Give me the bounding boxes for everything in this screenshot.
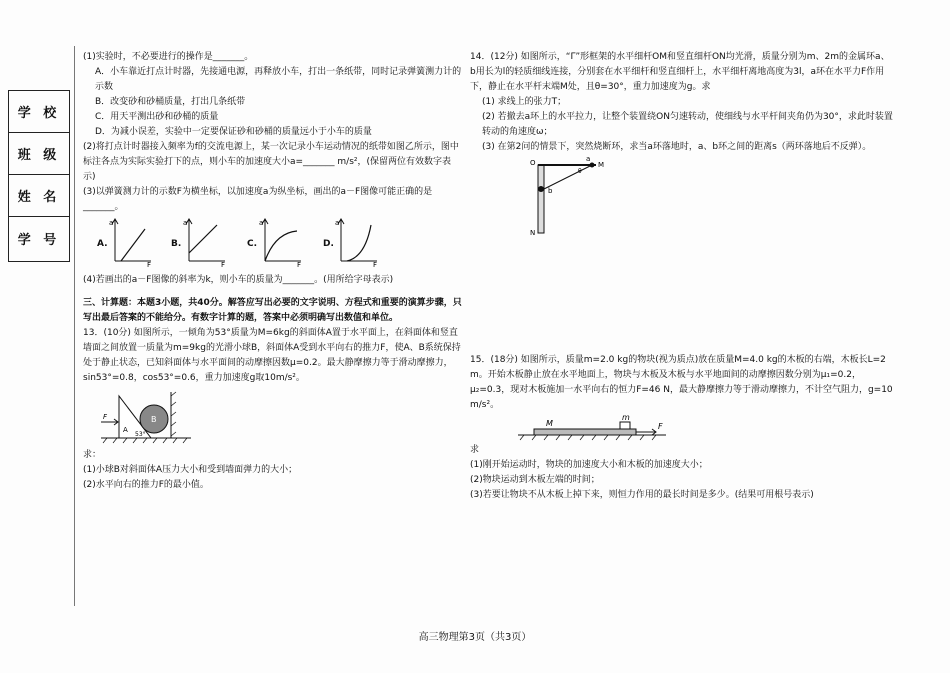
q13-figure	[83, 386, 463, 448]
label-angle-53: 53°	[135, 431, 146, 438]
graph-option-a	[97, 217, 157, 269]
graph-d-plot	[335, 217, 379, 267]
graph-label-c: C.	[247, 239, 258, 249]
svg-text:a: a	[259, 219, 264, 227]
left-column	[83, 50, 463, 493]
student-id-label: 学 号	[17, 232, 61, 248]
q14-part2: (2) 若撤去a环上的水平拉力，让整个装置绕ON匀速转动，使细线与水平杆间夹角仍为30°，求此时装置转动的角速度ω；	[482, 112, 893, 137]
q12-option-b: B．改变砂和砂桶质量，打出几条纸带	[95, 97, 246, 107]
student-info-box	[8, 90, 70, 262]
svg-text:a: a	[183, 219, 188, 227]
block-board-diagram	[516, 413, 676, 443]
right-column	[470, 50, 895, 503]
q12-option-d: D．为减小误差，实验中一定要保证砂和砂桶的质量远小于小车的质量	[95, 127, 372, 137]
graph-label-b: B.	[171, 239, 182, 249]
q14-text: 14．(12分) 如图所示，“Γ”形框架的水平细杆OM和竖直细杆ON均光滑，质量分别为m、2m的金属环a、b用长为l的轻质细线连接，分别套在水平细杆和竖直细杆上，水平细杆离地高度为3l，a环在水平力F作用下，静止在水平杆末端M处，且θ=30°，重力加速度为g。求	[470, 52, 890, 92]
q13-part2: (2)水平向右的推力F的最小值。	[83, 480, 209, 490]
label-m: M	[598, 161, 605, 169]
label-ball-b: B	[151, 415, 157, 424]
label-block-a: A	[123, 426, 128, 434]
q13-ask: 求：	[83, 450, 102, 460]
label-ring-b: b	[548, 187, 553, 195]
q15-figure	[470, 413, 895, 443]
q12-part4: (4)若画出的a－F图像的斜率为k，则小车的质量为_______。(用所给字母表示)	[83, 275, 394, 285]
class-label: 班 级	[9, 133, 69, 175]
page-footer: 高三物理第3页（共3页）	[418, 632, 532, 643]
graph-label-d: D.	[323, 239, 334, 249]
q12-option-a: A．小车靠近打点计时器，先接通电源，再释放小车，打出一条纸带，同时记录弹簧测力计的示数	[95, 67, 462, 92]
label-n: N	[530, 229, 536, 237]
q12-option-c: C．用天平测出砂和砂桶的质量	[95, 112, 219, 122]
q15-part3: (3)若要让物块不从木板上掉下来，则恒力作用的最长时间是多少。(结果可用根号表示)	[470, 490, 814, 500]
q14-part3: (3) 在第2问的情景下，突然烧断环，求当a环落地时，a、b环之间的距离s（两环落地后不反弹）。	[482, 142, 872, 152]
section-3-heading: 三、计算题：本题3小题，共40分。解答应写出必要的文字说明、方程式和重要的演算步骤，只写出最后答案的不能给分。有数字计算的题，答案中必须明确写出数值和单位。	[83, 298, 462, 323]
name-label: 姓 名	[9, 175, 69, 217]
svg-text:a: a	[335, 219, 340, 227]
gamma-frame-diagram	[526, 157, 646, 237]
graph-option-d	[323, 217, 383, 269]
q14-figure	[470, 155, 895, 237]
binding-line	[74, 46, 75, 606]
svg-text:F: F	[221, 261, 226, 267]
q13-text: 13．(10分) 如图所示，一倾角为53°质量为M=6kg的斜面体A置于水平面上，在斜面体和竖直墙面之间放置一质量为m=9kg的光滑小球B，斜面体A受到水平向右的推力F，使A、B系统保持处于静止状态，已知斜面体与水平面间的动摩擦因数μ=0.2。最大静摩擦力等于滑动摩擦力，sin53°=0.8，cos53°=0.6，重力加速度g取10m/s²。	[83, 328, 461, 383]
label-block-m: m	[622, 413, 630, 422]
af-graph-options	[83, 217, 463, 273]
q12-part2: (2)将打点计时器接入频率为f的交流电源上，某一次记录小车运动情况的纸带如图乙所示，图中标注各点为实际实验打下的点，则小车的加速度大小a=_______ m/s²，(保留两位有效数字表示)	[83, 142, 459, 182]
graph-option-b	[171, 217, 231, 269]
label-board-m: M	[546, 419, 553, 428]
label-force-f: F	[103, 413, 108, 421]
q13-part1: (1)小球B对斜面体A压力大小和受到墙面弹力的大小；	[83, 465, 298, 475]
svg-text:F: F	[147, 261, 152, 267]
q15-part2: (2)物块运动到木板左端的时间；	[470, 475, 600, 485]
graph-c-plot	[259, 217, 303, 267]
label-ring-a: a	[586, 157, 591, 163]
svg-text:F: F	[373, 261, 378, 267]
graph-a-plot	[109, 217, 153, 267]
graph-label-a: A.	[97, 239, 108, 249]
q14-part1: (1) 求线上的张力T；	[482, 97, 567, 107]
school-label: 学 校	[9, 91, 69, 133]
q12-part3: (3)以弹簧测力计的示数F为横坐标，以加速度a为纵坐标，画出的a－F图像可能正确的是_______。	[83, 187, 433, 212]
graph-b-plot	[183, 217, 227, 267]
svg-text:a: a	[109, 219, 114, 227]
label-force-f2: F	[658, 422, 663, 431]
q12-part1: (1)实验时，不必要进行的操作是_______。	[83, 52, 254, 62]
q15-ask: 求	[470, 445, 480, 455]
label-o: O	[530, 159, 536, 167]
graph-option-c	[247, 217, 307, 269]
q15-text: 15．(18分) 如图所示，质量m=2.0 kg的物块(视为质点)放在质量M=4.0 kg的木板的右端，木板长L=2 m。开始木板静止放在水平地面上，物块与木板及木板与水平地面间的动摩擦因数分别为μ₁=0.2，μ₂=0.3，现对木板施加一水平向右的恒力F=46 N，最大静摩擦力等于滑动摩擦力，不计空气阻力，g=10 m/s²。	[470, 355, 893, 410]
svg-text:F: F	[297, 261, 302, 267]
label-theta: θ	[578, 168, 582, 175]
q15-part1: (1)刚开始运动时，物块的加速度大小和木板的加速度大小；	[470, 460, 708, 470]
incline-ball-diagram	[99, 386, 219, 448]
